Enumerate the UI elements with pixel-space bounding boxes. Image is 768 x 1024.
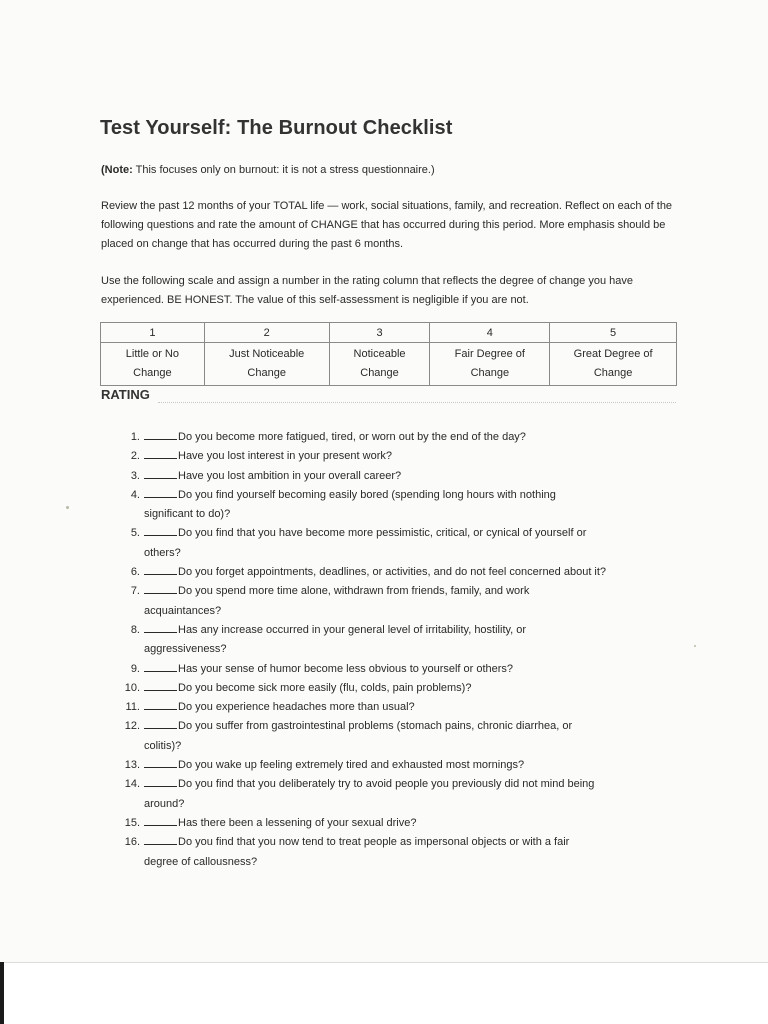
question-item xyxy=(100,447,690,466)
scale-label-line: Little or No xyxy=(125,348,179,360)
scale-label-cell xyxy=(204,343,329,386)
question-item xyxy=(100,563,690,582)
rating-blank[interactable] xyxy=(144,622,177,633)
question-number: 6. xyxy=(130,566,140,579)
rating-blank[interactable] xyxy=(144,718,177,729)
scan-speck xyxy=(694,645,696,647)
rating-blank[interactable] xyxy=(144,448,177,459)
question-item xyxy=(100,775,690,814)
question-text: Do you spend more time alone, withdrawn from friends, family, and work xyxy=(178,585,530,598)
question-number: 5. xyxy=(130,527,140,540)
question-text-continued: colitis)? xyxy=(144,739,182,752)
intro-paragraph-2: Use the following scale and assign a number in the rating column that reflects the degree of change you have experienced. BE HONEST. The value of this self-assessment is negligible if you are not. xyxy=(101,275,633,306)
rating-blank[interactable] xyxy=(144,564,177,575)
question-text: Has any increase occurred in your general level of irritability, hostility, or xyxy=(178,623,527,636)
scale-number-cell: 4 xyxy=(430,323,550,343)
question-number: 9. xyxy=(130,662,140,675)
scale-label-line: Change xyxy=(593,367,633,379)
question-number: 8. xyxy=(130,623,140,636)
question-item xyxy=(100,756,690,775)
rating-scale-table xyxy=(100,322,677,386)
rating-blank[interactable] xyxy=(144,699,177,710)
rating-blank[interactable] xyxy=(144,776,177,787)
question-item xyxy=(100,467,690,486)
rating-blank[interactable] xyxy=(144,487,177,498)
question-number: 2. xyxy=(130,450,140,463)
question-text: Have you lost interest in your present work? xyxy=(178,450,392,463)
question-number: 12. xyxy=(124,720,140,733)
question-item xyxy=(100,582,690,621)
question-text: Do you become more fatigued, tired, or worn out by the end of the day? xyxy=(178,431,526,443)
question-text: Do you wake up feeling extremely tired and exhausted most mornings? xyxy=(178,759,525,772)
question-number: 7. xyxy=(130,585,140,598)
question-item xyxy=(100,621,690,660)
rating-heading: RATING xyxy=(101,387,150,402)
question-item xyxy=(100,833,690,872)
question-text: Has your sense of humor become less obvious to yourself or others? xyxy=(178,662,514,675)
scale-label-cell xyxy=(550,343,677,386)
scale-label-line: Change xyxy=(470,367,510,379)
scale-label-cell xyxy=(329,343,430,386)
question-text: Do you find that you deliberately try to avoid people you previously did not mind being xyxy=(178,778,595,791)
rating-blank[interactable] xyxy=(144,757,177,768)
question-item xyxy=(100,679,690,698)
scale-label-cell xyxy=(101,343,205,386)
question-text: Do you become sick more easily (flu, colds, pain problems)? xyxy=(178,681,472,694)
page-title: Test Yourself: The Burnout Checklist xyxy=(100,117,453,139)
scale-label-line: Just Noticeable xyxy=(229,348,305,360)
question-item xyxy=(100,814,690,833)
question-text: Have you lost ambition in your overall career? xyxy=(178,469,402,482)
question-text: Do you find yourself becoming easily bored (spending long hours with nothing xyxy=(178,488,556,501)
scale-label-line: Change xyxy=(247,367,286,379)
rating-blank[interactable] xyxy=(144,525,177,536)
question-item xyxy=(100,486,690,525)
scan-bottom-margin xyxy=(0,962,768,1024)
question-item xyxy=(100,524,690,563)
question-text-continued: others? xyxy=(144,546,181,559)
question-number: 10. xyxy=(124,681,140,694)
scan-edge-mark xyxy=(0,962,4,1024)
question-text: Has there been a lessening of your sexual drive? xyxy=(178,816,417,829)
question-item xyxy=(100,660,690,679)
question-number: 16. xyxy=(124,836,140,849)
question-text: Do you suffer from gastrointestinal problems (stomach pains, chronic diarrhea, or xyxy=(178,720,573,733)
scale-label-line: Fair Degree of xyxy=(454,348,525,360)
question-item xyxy=(100,717,690,756)
question-number: 3. xyxy=(130,469,140,482)
rating-blank[interactable] xyxy=(144,583,177,594)
question-list xyxy=(100,428,690,872)
scale-number-cell: 3 xyxy=(329,323,430,343)
scale-label-line: Change xyxy=(133,367,172,379)
question-number: 15. xyxy=(124,816,140,829)
question-text-continued: degree of callousness? xyxy=(144,855,258,868)
question-text-continued: around? xyxy=(144,797,185,810)
question-text-continued: aggressiveness? xyxy=(144,643,227,656)
scale-number-cell: 2 xyxy=(204,323,329,343)
scale-label-row xyxy=(101,343,677,386)
rating-blank[interactable] xyxy=(144,429,177,440)
rating-blank[interactable] xyxy=(144,680,177,691)
note-line xyxy=(101,164,435,176)
scale-label-line: Great Degree of xyxy=(573,348,653,360)
rating-blank[interactable] xyxy=(144,815,177,826)
scale-number-row xyxy=(101,323,677,343)
question-text-continued: significant to do)? xyxy=(144,508,231,521)
question-number: 4. xyxy=(130,488,140,501)
question-text: Do you experience headaches more than usual? xyxy=(178,701,415,714)
scale-label-line: Change xyxy=(360,367,399,379)
scale-label-line: Noticeable xyxy=(353,348,406,360)
rating-blank[interactable] xyxy=(144,468,177,479)
question-number: 11. xyxy=(125,701,140,714)
question-text: Do you find that you have become more pessimistic, critical, or cynical of yourself or xyxy=(178,527,587,540)
question-text-continued: acquaintances? xyxy=(144,604,222,617)
scale-number-cell: 1 xyxy=(101,323,205,343)
intro-paragraph-1: Review the past 12 months of your TOTAL life — work, social situations, family, and recreation. Reflect on each of the following questions and rate the amount of CHANGE that has occurred during this period. More emphasis should be placed on change that has occurred during the past 6 months. xyxy=(101,200,673,250)
question-item xyxy=(100,698,690,717)
question-number: 13. xyxy=(124,759,140,772)
scale-number-cell: 5 xyxy=(550,323,677,343)
dotted-divider xyxy=(158,402,676,403)
rating-blank[interactable] xyxy=(144,834,177,845)
note-text: This focuses only on burnout: it is not a stress questionnaire.) xyxy=(132,164,435,176)
note-label: (Note: xyxy=(101,164,133,176)
question-number: 1. xyxy=(130,431,140,443)
question-text: Do you find that you now tend to treat people as impersonal objects or with a fair xyxy=(178,836,570,849)
scale-label-cell xyxy=(430,343,550,386)
question-number: 14. xyxy=(124,778,140,791)
rating-blank[interactable] xyxy=(144,661,177,672)
question-text: Do you forget appointments, deadlines, or activities, and do not feel concerned about it? xyxy=(178,566,607,579)
question-item xyxy=(100,428,690,447)
scan-speck xyxy=(66,506,69,509)
